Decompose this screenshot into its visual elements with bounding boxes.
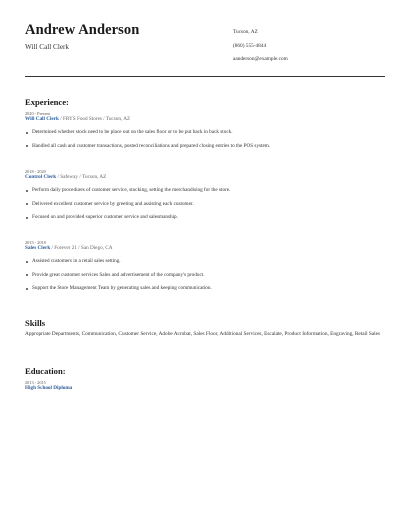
job-bullets (25, 129, 385, 150)
job-bullet: Perform daily procedures of customer service, stocking, setting the merchandising for the store. (25, 187, 385, 194)
job-bullet: Provide great customer services Sales and advertisement of the company's product. (25, 272, 385, 279)
job-separator: / (56, 174, 61, 180)
job-title-line (25, 174, 385, 181)
contact-location: Tucson, AZ (233, 29, 258, 35)
job-dates: 2018 - 2020 (25, 169, 46, 174)
job-role: Sales Clerk (25, 245, 51, 251)
job-role: Will Call Clerk (25, 116, 59, 122)
job-bullet: Delivered excellent customer service by greeting and assisting each customer. (25, 201, 385, 208)
job-bullets (25, 258, 385, 292)
job-entry (25, 111, 385, 150)
job-bullet: Focused on and provided superior customer service and salesmanship. (25, 214, 385, 221)
job-bullet: Handled all cash and customer transactions, posted reconciliations and prepared closing entries to the POS system. (25, 143, 385, 150)
candidate-title: Will Call Clerk (25, 43, 70, 51)
education-heading: Education: (25, 366, 66, 376)
education-entry (25, 380, 72, 392)
job-separator: / (50, 245, 55, 251)
job-separator: / (58, 116, 63, 122)
skills-heading: Skills (25, 318, 46, 328)
job-bullet: Support the Store Management Team by generating sales and keeping communication. (25, 285, 385, 292)
contact-phone: (860) 555-4844 (233, 42, 267, 49)
experience-heading: Experience: (25, 97, 69, 107)
education-degree: High School Diploma (25, 385, 73, 391)
job-org: FRYS Food Stores / Tucson, AZ (62, 116, 131, 122)
header-divider (25, 76, 385, 77)
job-org: Forever 21 / San Diego, CA (54, 245, 113, 251)
job-entry (25, 169, 385, 221)
contact-block (233, 29, 288, 70)
job-dates: 2015 - 2018 (25, 240, 46, 245)
job-entry (25, 240, 385, 292)
contact-email[interactable]: aanderson@example.com (233, 56, 288, 62)
job-bullet: Determined whether stock need to be place out on the sales floor or to be put back in back stock. (25, 129, 385, 136)
job-role: Control Clerk (25, 174, 57, 180)
job-bullet: Assisted customers in a retail sales setting. (25, 258, 385, 265)
job-title-line (25, 116, 385, 123)
job-bullets (25, 187, 385, 221)
candidate-name: Andrew Anderson (25, 22, 140, 38)
skills-list: Appropriate Departments, Communication, Customer Service, Adobe Acrobat, Sales Floor, Additional Services, Escalate, Product Information, Engraving, Retail Sales (25, 331, 381, 337)
job-dates: 2020 - Present (25, 111, 50, 116)
job-org: Safeway / Tucson, AZ (60, 174, 107, 180)
job-title-line (25, 245, 385, 252)
education-dates: 2013 - 2015 (25, 380, 46, 385)
